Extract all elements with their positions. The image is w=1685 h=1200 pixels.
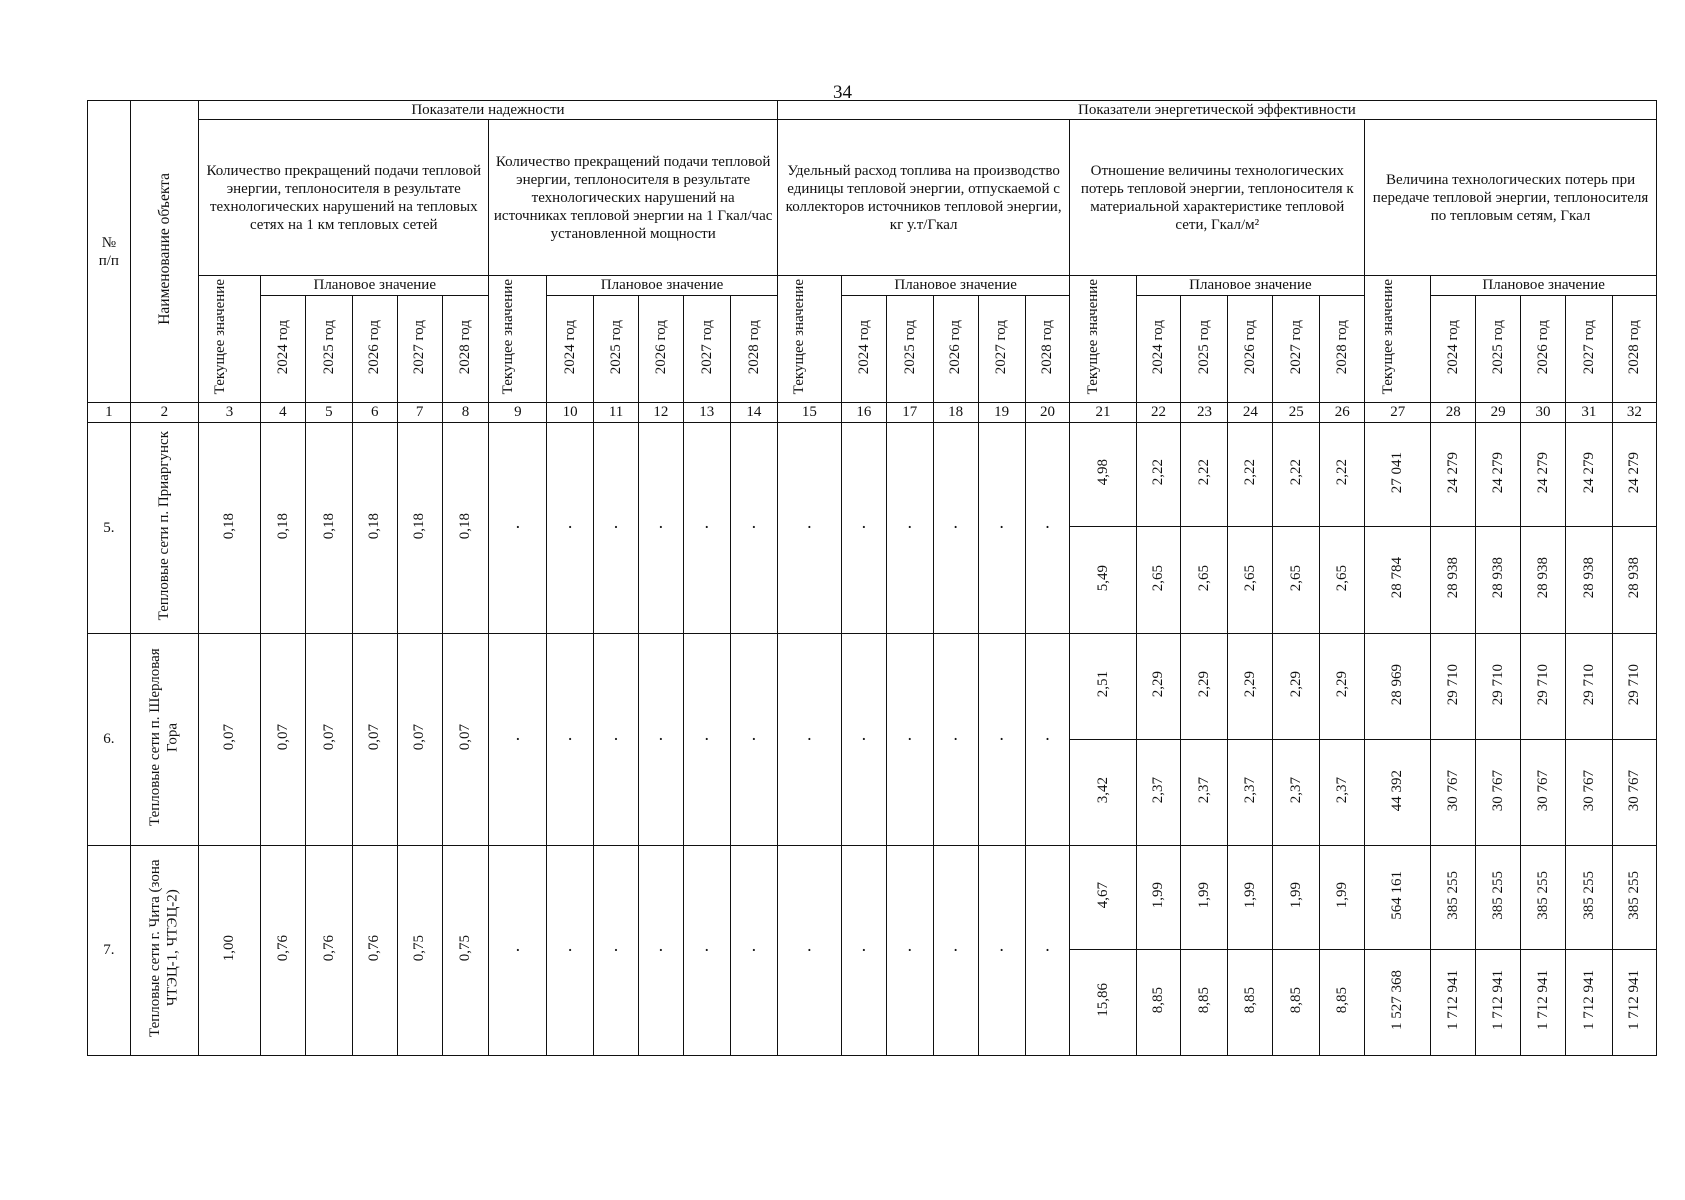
value-cell: 2,37: [1228, 740, 1273, 846]
value-cell: 30 767: [1521, 740, 1566, 846]
value-cell: 2,65: [1273, 527, 1320, 634]
value-cell: 385 255: [1476, 846, 1521, 950]
value-cell: 2,65: [1181, 527, 1228, 634]
column-number: 26: [1320, 403, 1365, 423]
value-cell: 28 938: [1565, 527, 1612, 634]
group-efficiency-header: Показатели энергетической эффективности: [777, 101, 1656, 120]
value-cell: 0,07: [397, 634, 442, 846]
value-cell: 30 767: [1431, 740, 1476, 846]
column-number: 4: [260, 403, 305, 423]
column-number: 20: [1025, 403, 1070, 423]
value-cell: 1 712 941: [1612, 950, 1656, 1056]
year-header: 2025 год: [594, 296, 639, 403]
value-cell: 2,29: [1136, 634, 1181, 740]
empty-value-cell: ·: [933, 423, 978, 634]
year-header: 2028 год: [442, 296, 489, 403]
value-cell: 44 392: [1365, 740, 1431, 846]
value-cell: 0,18: [442, 423, 489, 634]
object-name: Тепловые сети п. Приаргунск: [130, 423, 198, 634]
column-number: 12: [638, 403, 683, 423]
value-cell: 28 969: [1365, 634, 1431, 740]
column-number: 19: [978, 403, 1025, 423]
column-number: 2: [130, 403, 198, 423]
column-number: 17: [886, 403, 933, 423]
empty-value-cell: ·: [683, 634, 730, 846]
current-value-header: Текущее значение: [489, 276, 547, 403]
value-cell: 24 279: [1431, 423, 1476, 527]
value-cell: 0,18: [260, 423, 305, 634]
value-cell: 1,99: [1136, 846, 1181, 950]
empty-value-cell: ·: [547, 634, 594, 846]
value-cell: 0,75: [397, 846, 442, 1056]
indicator-title: Величина технологических потерь при передаче тепловой энергии, теплоносителя по тепловым сетям, Гкал: [1365, 120, 1657, 276]
table-row: [88, 846, 1657, 950]
planned-value-header: Плановое значение: [1431, 276, 1657, 296]
object-number: 7.: [88, 846, 131, 1056]
value-cell: 2,65: [1320, 527, 1365, 634]
value-cell: 27 041: [1365, 423, 1431, 527]
column-number: 11: [594, 403, 639, 423]
value-cell: 1,00: [199, 846, 261, 1056]
value-cell: 29 710: [1431, 634, 1476, 740]
year-header: 2024 год: [260, 296, 305, 403]
column-number: 29: [1476, 403, 1521, 423]
year-header: 2025 год: [305, 296, 352, 403]
value-cell: 2,65: [1228, 527, 1273, 634]
year-header: 2025 год: [886, 296, 933, 403]
value-cell: 2,29: [1228, 634, 1273, 740]
empty-value-cell: ·: [489, 634, 547, 846]
value-cell: 28 784: [1365, 527, 1431, 634]
column-number: 10: [547, 403, 594, 423]
table-row: [88, 423, 1657, 527]
value-cell: 2,22: [1228, 423, 1273, 527]
column-number: 16: [841, 403, 886, 423]
column-number: 18: [933, 403, 978, 423]
indicator-title: Количество прекращений подачи тепловой энергии, теплоносителя в результате технологических нарушений на источниках тепловой энергии на 1 Гкал/час установленной мощности: [489, 120, 777, 276]
empty-value-cell: ·: [594, 846, 639, 1056]
value-cell: 1 712 941: [1521, 950, 1566, 1056]
empty-value-cell: ·: [933, 634, 978, 846]
value-cell: 2,37: [1320, 740, 1365, 846]
value-cell: 28 938: [1431, 527, 1476, 634]
year-header: 2028 год: [1612, 296, 1656, 403]
object-name: Тепловые сети г. Чита (зона ЧТЭЦ-1, ЧТЭЦ-2): [130, 846, 198, 1056]
current-value-header: Текущее значение: [1070, 276, 1136, 403]
column-number: 32: [1612, 403, 1656, 423]
year-header: 2027 год: [978, 296, 1025, 403]
value-cell: 1,99: [1273, 846, 1320, 950]
year-header: 2026 год: [352, 296, 397, 403]
empty-value-cell: ·: [638, 423, 683, 634]
value-cell: 8,85: [1273, 950, 1320, 1056]
year-header: 2028 год: [1320, 296, 1365, 403]
empty-value-cell: ·: [489, 423, 547, 634]
value-cell: 385 255: [1612, 846, 1656, 950]
empty-value-cell: ·: [1025, 846, 1070, 1056]
value-cell: 1 712 941: [1565, 950, 1612, 1056]
column-number: 23: [1181, 403, 1228, 423]
value-cell: 29 710: [1565, 634, 1612, 740]
column-number: 21: [1070, 403, 1136, 423]
value-cell: 0,07: [442, 634, 489, 846]
value-cell: 0,76: [305, 846, 352, 1056]
empty-value-cell: ·: [886, 846, 933, 1056]
value-cell: 8,85: [1136, 950, 1181, 1056]
column-number: 9: [489, 403, 547, 423]
value-cell: 0,76: [260, 846, 305, 1056]
group-reliability-header: Показатели надежности: [199, 101, 778, 120]
empty-value-cell: ·: [489, 846, 547, 1056]
value-cell: 2,22: [1181, 423, 1228, 527]
column-number: 15: [777, 403, 841, 423]
year-header: 2027 год: [1565, 296, 1612, 403]
empty-value-cell: ·: [730, 846, 777, 1056]
column-number: 3: [199, 403, 261, 423]
value-cell: 0,07: [260, 634, 305, 846]
empty-value-cell: ·: [594, 634, 639, 846]
indicator-title: Удельный расход топлива на производство единицы тепловой энергии, отпускаемой с коллекторов источников тепловой энергии, кг у.т/Гкал: [777, 120, 1070, 276]
value-cell: 8,85: [1228, 950, 1273, 1056]
year-header: 2024 год: [1431, 296, 1476, 403]
value-cell: 2,22: [1320, 423, 1365, 527]
empty-value-cell: ·: [547, 846, 594, 1056]
year-header: 2026 год: [1521, 296, 1566, 403]
value-cell: 30 767: [1612, 740, 1656, 846]
col-name-header: Наименование объекта: [130, 101, 198, 403]
value-cell: 2,22: [1136, 423, 1181, 527]
value-cell: 0,76: [352, 846, 397, 1056]
planned-value-header: Плановое значение: [547, 276, 778, 296]
value-cell: 0,18: [352, 423, 397, 634]
empty-value-cell: ·: [638, 846, 683, 1056]
value-cell: 0,07: [305, 634, 352, 846]
page-number: 34: [833, 82, 852, 103]
value-cell: 0,18: [305, 423, 352, 634]
col-no-header: № п/п: [88, 101, 131, 403]
empty-value-cell: ·: [841, 634, 886, 846]
year-header: 2028 год: [730, 296, 777, 403]
empty-value-cell: ·: [638, 634, 683, 846]
column-number: 13: [683, 403, 730, 423]
empty-value-cell: ·: [594, 423, 639, 634]
empty-value-cell: ·: [841, 846, 886, 1056]
column-number: 14: [730, 403, 777, 423]
empty-value-cell: ·: [933, 846, 978, 1056]
value-cell: 2,37: [1273, 740, 1320, 846]
value-cell: 2,37: [1181, 740, 1228, 846]
value-cell: 29 710: [1476, 634, 1521, 740]
planned-value-header: Плановое значение: [841, 276, 1070, 296]
year-header: 2028 год: [1025, 296, 1070, 403]
empty-value-cell: ·: [730, 634, 777, 846]
column-number: 24: [1228, 403, 1273, 423]
value-cell: 1,99: [1320, 846, 1365, 950]
value-cell: 385 255: [1521, 846, 1566, 950]
value-cell: 2,29: [1273, 634, 1320, 740]
value-cell: 5,49: [1070, 527, 1136, 634]
empty-value-cell: ·: [1025, 423, 1070, 634]
value-cell: 4,98: [1070, 423, 1136, 527]
column-number: 28: [1431, 403, 1476, 423]
value-cell: 385 255: [1565, 846, 1612, 950]
value-cell: 564 161: [1365, 846, 1431, 950]
value-cell: 4,67: [1070, 846, 1136, 950]
empty-value-cell: ·: [730, 423, 777, 634]
year-header: 2026 год: [638, 296, 683, 403]
empty-value-cell: ·: [978, 846, 1025, 1056]
empty-value-cell: ·: [841, 423, 886, 634]
year-header: 2024 год: [841, 296, 886, 403]
value-cell: 24 279: [1476, 423, 1521, 527]
value-cell: 29 710: [1521, 634, 1566, 740]
value-cell: 0,07: [352, 634, 397, 846]
value-cell: 0,75: [442, 846, 489, 1056]
value-cell: 24 279: [1612, 423, 1656, 527]
value-cell: 0,07: [199, 634, 261, 846]
value-cell: 2,29: [1181, 634, 1228, 740]
value-cell: 30 767: [1476, 740, 1521, 846]
column-number: 5: [305, 403, 352, 423]
value-cell: 28 938: [1521, 527, 1566, 634]
value-cell: 2,22: [1273, 423, 1320, 527]
year-header: 2027 год: [683, 296, 730, 403]
year-header: 2024 год: [1136, 296, 1181, 403]
value-cell: 2,51: [1070, 634, 1136, 740]
indicator-title: Количество прекращений подачи тепловой энергии, теплоносителя в результате технологических нарушений на тепловых сетях на 1 км тепловых сетей: [199, 120, 489, 276]
column-number: 6: [352, 403, 397, 423]
value-cell: 1,99: [1228, 846, 1273, 950]
value-cell: 28 938: [1612, 527, 1656, 634]
planned-value-header: Плановое значение: [1136, 276, 1365, 296]
value-cell: 1 712 941: [1431, 950, 1476, 1056]
value-cell: 1 712 941: [1476, 950, 1521, 1056]
column-number: 22: [1136, 403, 1181, 423]
value-cell: 30 767: [1565, 740, 1612, 846]
column-number: 7: [397, 403, 442, 423]
value-cell: 15,86: [1070, 950, 1136, 1056]
current-value-header: Текущее значение: [1365, 276, 1431, 403]
value-cell: 0,18: [199, 423, 261, 634]
object-number: 5.: [88, 423, 131, 634]
empty-value-cell: ·: [978, 634, 1025, 846]
empty-value-cell: ·: [777, 634, 841, 846]
planned-value-header: Плановое значение: [260, 276, 489, 296]
object-number: 6.: [88, 634, 131, 846]
year-header: 2024 год: [547, 296, 594, 403]
value-cell: 1,99: [1181, 846, 1228, 950]
column-number: 1: [88, 403, 131, 423]
value-cell: 0,18: [397, 423, 442, 634]
year-header: 2025 год: [1181, 296, 1228, 403]
current-value-header: Текущее значение: [777, 276, 841, 403]
empty-value-cell: ·: [886, 423, 933, 634]
current-value-header: Текущее значение: [199, 276, 261, 403]
indicator-title: Отношение величины технологических потерь тепловой энергии, теплоносителя к материальной характеристике тепловой сети, Гкал/м²: [1070, 120, 1365, 276]
value-cell: 29 710: [1612, 634, 1656, 740]
empty-value-cell: ·: [886, 634, 933, 846]
object-name: Тепловые сети п. Шерловая Гора: [130, 634, 198, 846]
value-cell: 1 527 368: [1365, 950, 1431, 1056]
value-cell: 2,65: [1136, 527, 1181, 634]
table-row: [88, 634, 1657, 740]
value-cell: 3,42: [1070, 740, 1136, 846]
value-cell: 385 255: [1431, 846, 1476, 950]
year-header: 2027 год: [397, 296, 442, 403]
year-header: 2026 год: [933, 296, 978, 403]
empty-value-cell: ·: [683, 423, 730, 634]
value-cell: 8,85: [1181, 950, 1228, 1056]
value-cell: 8,85: [1320, 950, 1365, 1056]
year-header: 2027 год: [1273, 296, 1320, 403]
value-cell: 24 279: [1521, 423, 1566, 527]
column-number: 8: [442, 403, 489, 423]
column-number: 27: [1365, 403, 1431, 423]
empty-value-cell: ·: [683, 846, 730, 1056]
value-cell: 24 279: [1565, 423, 1612, 527]
column-number: 31: [1565, 403, 1612, 423]
empty-value-cell: ·: [1025, 634, 1070, 846]
value-cell: 2,37: [1136, 740, 1181, 846]
empty-value-cell: ·: [978, 423, 1025, 634]
empty-value-cell: ·: [777, 846, 841, 1056]
year-header: 2025 год: [1476, 296, 1521, 403]
column-number: 25: [1273, 403, 1320, 423]
empty-value-cell: ·: [547, 423, 594, 634]
value-cell: 2,29: [1320, 634, 1365, 740]
indicators-table: [87, 100, 1657, 1056]
year-header: 2026 год: [1228, 296, 1273, 403]
value-cell: 28 938: [1476, 527, 1521, 634]
column-number: 30: [1521, 403, 1566, 423]
empty-value-cell: ·: [777, 423, 841, 634]
